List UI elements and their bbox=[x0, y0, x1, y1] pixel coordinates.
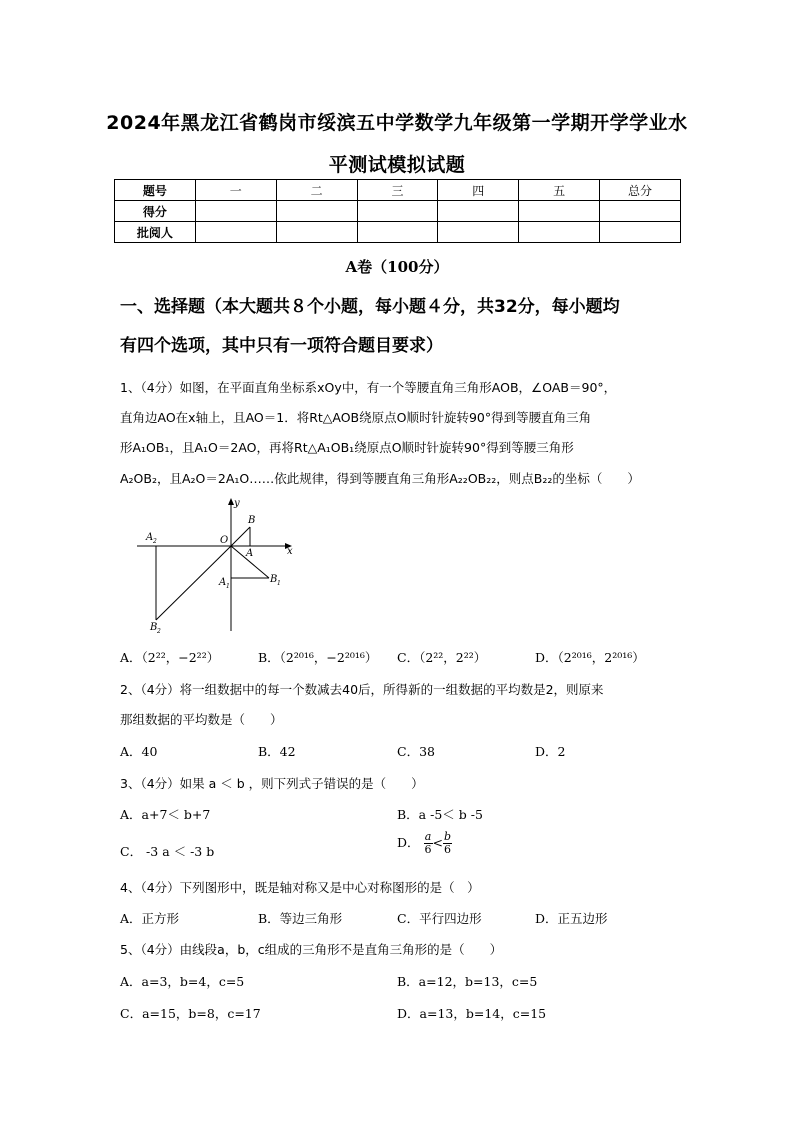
reviewer-cell[interactable] bbox=[600, 222, 681, 243]
label-b: B bbox=[248, 515, 256, 526]
header-cell: 总分 bbox=[600, 180, 681, 201]
section-a-heading: A卷（100分） bbox=[345, 258, 449, 276]
label-y: y bbox=[234, 498, 240, 509]
label-o: O bbox=[220, 535, 229, 546]
q5-stem: 5、（4分）由线段a，b，c组成的三角形不是直角三角形的是（ ） bbox=[120, 942, 503, 957]
q3-option-b[interactable]: B．a -5＜ b -5 bbox=[397, 807, 483, 822]
score-table bbox=[114, 179, 681, 243]
q4-option-b[interactable]: B．等边三角形 bbox=[258, 911, 343, 926]
q3-option-c[interactable]: C． -3 a ＜ -3 b bbox=[120, 844, 215, 859]
header-cell: 三 bbox=[357, 180, 438, 201]
header-cell: 二 bbox=[276, 180, 357, 201]
label-a2: A bbox=[146, 532, 154, 543]
score-cell[interactable] bbox=[438, 201, 519, 222]
label-b2: B bbox=[150, 622, 158, 633]
reviewer-row bbox=[115, 222, 681, 243]
reviewer-cell[interactable] bbox=[357, 222, 438, 243]
row-label: 批阅人 bbox=[115, 222, 196, 243]
q5-option-c[interactable]: C．a=15，b=8，c=17 bbox=[120, 1006, 261, 1021]
header-cell: 题号 bbox=[115, 180, 196, 201]
q1-option-a[interactable]: A．（2²²，−2²²） bbox=[120, 650, 220, 665]
fraction-b-over-6 bbox=[443, 831, 452, 856]
label-a: A bbox=[246, 548, 254, 559]
header-cell: 一 bbox=[195, 180, 276, 201]
segment-ob bbox=[231, 527, 250, 546]
fraction-denominator: 6 bbox=[444, 843, 452, 856]
q2-line1: 2、（4分）将一组数据中的每一个数减去40后，所得新的一组数据的平均数是2，则原来 bbox=[120, 682, 604, 697]
score-cell[interactable] bbox=[276, 201, 357, 222]
label-a2-sub: 2 bbox=[153, 538, 157, 545]
reviewer-cell[interactable] bbox=[438, 222, 519, 243]
reviewer-cell[interactable] bbox=[519, 222, 600, 243]
score-cell[interactable] bbox=[195, 201, 276, 222]
q2-option-d[interactable]: D．2 bbox=[535, 744, 566, 759]
fraction-a-over-6 bbox=[424, 831, 433, 856]
q3-option-a[interactable]: A．a+7＜ b+7 bbox=[120, 807, 211, 822]
q5-option-b[interactable]: B．a=12，b=13，c=5 bbox=[397, 974, 538, 989]
q1-figure bbox=[130, 496, 310, 641]
less-than-sign: < bbox=[432, 835, 443, 850]
label-b1-sub: 1 bbox=[277, 580, 281, 587]
reviewer-cell[interactable] bbox=[276, 222, 357, 243]
fraction-denominator: 6 bbox=[424, 843, 432, 856]
fraction-numerator: b bbox=[444, 830, 452, 843]
q1-option-b[interactable]: B．（2²⁰¹⁶，−2²⁰¹⁶） bbox=[258, 650, 378, 665]
q4-stem: 4、（4分）下列图形中，既是轴对称又是中心对称图形的是（ ） bbox=[120, 880, 480, 895]
q5-option-d[interactable]: D．a=13，b=14，c=15 bbox=[397, 1006, 547, 1021]
section1-heading-line2: 有四个选项，其中只有一项符合题目要求） bbox=[120, 336, 443, 356]
score-row bbox=[115, 201, 681, 222]
q2-option-b[interactable]: B．42 bbox=[258, 744, 296, 759]
q2-option-a[interactable]: A．40 bbox=[120, 744, 158, 759]
score-table-header-row bbox=[115, 180, 681, 201]
q1-line2: 直角边AO在x轴上，且AO＝1．将Rt△AOB绕原点O顺时针旋转90°得到等腰直角三角 bbox=[120, 410, 592, 425]
q2-option-c[interactable]: C．38 bbox=[397, 744, 435, 759]
header-cell: 四 bbox=[438, 180, 519, 201]
row-label: 得分 bbox=[115, 201, 196, 222]
q4-option-c[interactable]: C．平行四边形 bbox=[397, 911, 482, 926]
q4-option-d[interactable]: D．正五边形 bbox=[535, 911, 608, 926]
q1-option-d[interactable]: D．（2²⁰¹⁶，2²⁰¹⁶） bbox=[535, 650, 645, 665]
fraction-numerator: a bbox=[424, 830, 432, 843]
label-a1: A bbox=[219, 577, 227, 588]
q1-option-c[interactable]: C．（2²²，2²²） bbox=[397, 650, 487, 665]
q1-line4: A₂OB₂，且A₂O＝2A₁O……依此规律，得到等腰直角三角形A₂₂OB₂₂，则点B₂₂的坐标（ ） bbox=[120, 471, 640, 486]
q3-option-d-label: D． bbox=[397, 835, 420, 850]
q3-stem: 3、（4分）如果 a ＜ b ，则下列式子错误的是（ ） bbox=[120, 776, 424, 791]
reviewer-cell[interactable] bbox=[195, 222, 276, 243]
section1-heading-line1: 一、选择题（本大题共８个小题，每小题４分，共32分，每小题均 bbox=[120, 297, 620, 317]
score-cell[interactable] bbox=[600, 201, 681, 222]
label-b1: B bbox=[270, 574, 278, 585]
q3-option-d[interactable] bbox=[397, 831, 452, 856]
q1-line3: 形A₁OB₁，且A₁O＝2AO，再将Rt△A₁OB₁绕原点O顺时针旋转90°得到等腰三角形 bbox=[120, 440, 574, 455]
label-a1-sub: 1 bbox=[226, 583, 230, 590]
label-b2-sub: 2 bbox=[157, 628, 161, 635]
q4-option-a[interactable]: A．正方形 bbox=[120, 911, 180, 926]
q1-line1: 1、（4分）如图，在平面直角坐标系xOy中，有一个等腰直角三角形AOB，∠OAB＝90°， bbox=[120, 380, 617, 395]
header-cell: 五 bbox=[519, 180, 600, 201]
exam-title-line2: 平测试模拟试题 bbox=[328, 154, 466, 176]
exam-title-line1: 2024年黑龙江省鹤岗市绥滨五中学数学九年级第一学期开学学业水 bbox=[106, 112, 688, 134]
score-cell[interactable] bbox=[357, 201, 438, 222]
label-x: x bbox=[287, 546, 293, 557]
q5-option-a[interactable]: A．a=3，b=4，c=5 bbox=[120, 974, 245, 989]
q2-line2: 那组数据的平均数是（ ） bbox=[120, 712, 283, 727]
score-cell[interactable] bbox=[519, 201, 600, 222]
